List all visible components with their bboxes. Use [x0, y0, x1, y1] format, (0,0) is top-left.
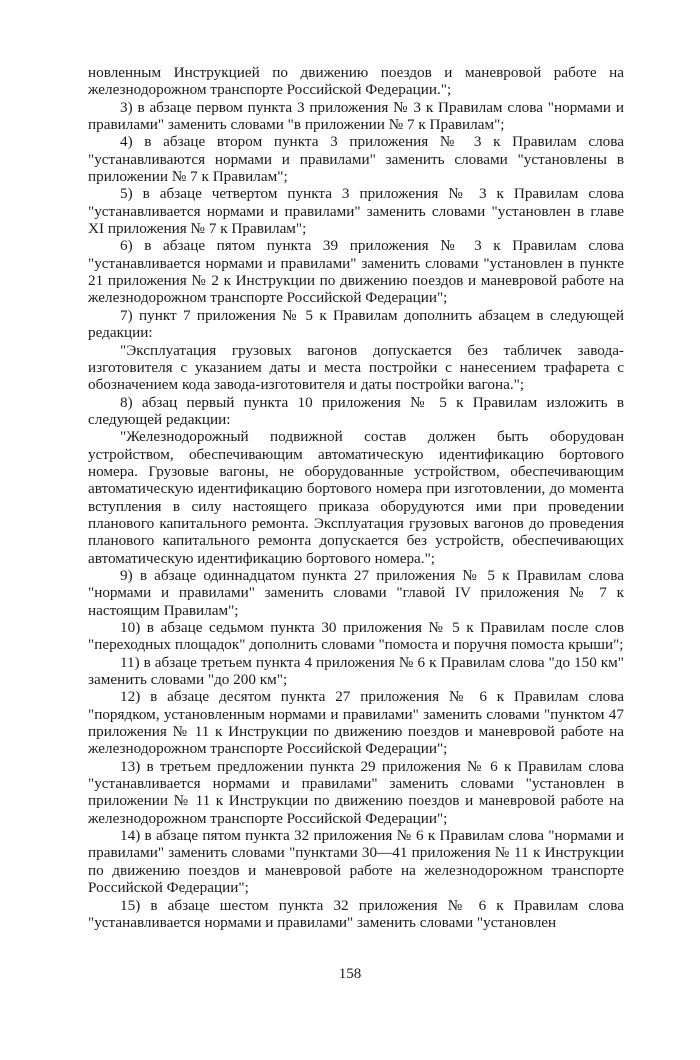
- paragraph-item-10: 10) в абзаце седьмом пункта 30 приложения № 5 к Правилам после слов "переходных площадок" дополнить словами "помоста и поручня помоста крыши";: [88, 619, 624, 654]
- paragraph-item-8-quote: "Железнодорожный подвижной состав должен быть оборудован устройством, обеспечивающим автоматическую идентификацию бортового номера. Грузовые вагоны, не оборудованные устройством, обеспечивающим автоматическую идентификацию бортового номера при изготовлении, до момента вступления в силу настоящего приказа оборудуются ими при проведении планового капитального ремонта. Эксплуатация грузовых вагонов до проведения планового капитального ремонта допускается без устройств, обеспечивающих автоматическую идентификацию бортового номера.";: [88, 428, 624, 567]
- paragraph-item-5: 5) в абзаце четвертом пункта 3 приложения № 3 к Правилам слова "устанавливается нормами и правилами" заменить словами "установлен в главе XI приложения № 7 к Правилам";: [88, 185, 624, 238]
- paragraph-item-4: 4) в абзаце втором пункта 3 приложения № 3 к Правилам слова "устанавливаются нормами и правилами" заменить словами "установлены в приложении № 7 к Правилам";: [88, 133, 624, 186]
- paragraph-item-15: 15) в абзаце шестом пункта 32 приложения № 6 к Правилам слова "устанавливается нормами и правилами" заменить словами "установлен: [88, 896, 624, 931]
- document-page: [88, 64, 624, 931]
- paragraph-item-14: 14) в абзаце пятом пункта 32 приложения № 6 к Правилам слова "нормами и правилами" заменить словами "пунктами 30—41 приложения № 11 к Инструкции по движению поездов и маневровой работе на железнодорожном транспорте Российской Федерации";: [88, 827, 624, 897]
- paragraph-item-13: 13) в третьем предложении пункта 29 приложения № 6 к Правилам слова "устанавливается нормами и правилами" заменить словами "установлен в приложении № 11 к Инструкции по движению поездов и маневровой работе на железнодорожном транспорте Российской Федерации";: [88, 757, 624, 827]
- paragraph-item-7-quote: "Эксплуатация грузовых вагонов допускается без табличек завода-изготовителя с указанием даты и места постройки с нанесением трафарета с обозначением кода завода-изготовителя и даты постройки вагона.";: [88, 341, 624, 394]
- paragraph-item-7: 7) пункт 7 приложения № 5 к Правилам дополнить абзацем в следующей редакции:: [88, 306, 624, 342]
- paragraph-continuation: новленным Инструкцией по движению поездов и маневровой работе на железнодорожном транспорте Российской Федерации.";: [88, 64, 624, 99]
- paragraph-item-11: 11) в абзаце третьем пункта 4 приложения № 6 к Правилам слова "до 150 км" заменить словами "до 200 км";: [88, 653, 624, 689]
- page-number: 158: [338, 966, 362, 982]
- paragraph-item-9: 9) в абзаце одиннадцатом пункта 27 приложения № 5 к Правилам слова "нормами и правилами" заменить словами "главой IV приложения № 7 к настоящим Правилам";: [88, 566, 624, 619]
- paragraph-item-8: 8) абзац первый пункта 10 приложения № 5 к Правилам изложить в следующей редакции:: [88, 393, 624, 428]
- paragraph-item-3: 3) в абзаце первом пункта 3 приложения № 3 к Правилам слова "нормами и правилами" заменить словами "в приложении № 7 к Правилам";: [88, 98, 624, 134]
- paragraph-item-12: 12) в абзаце десятом пункта 27 приложения № 6 к Правилам слова "порядком, установленным нормами и правилами" заменить словами "пунктом 47 приложения № 11 к Инструкции по движению поездов и маневровой работе на железнодорожном транспорте Российской Федерации";: [88, 688, 624, 758]
- paragraph-item-6: 6) в абзаце пятом пункта 39 приложения № 3 к Правилам слова "устанавливается нормами и правилами" заменить словами "установлен в пункте 21 приложения № 2 к Инструкции по движению поездов и маневровой работе на железнодорожном транспорте Российской Федерации";: [88, 237, 624, 307]
